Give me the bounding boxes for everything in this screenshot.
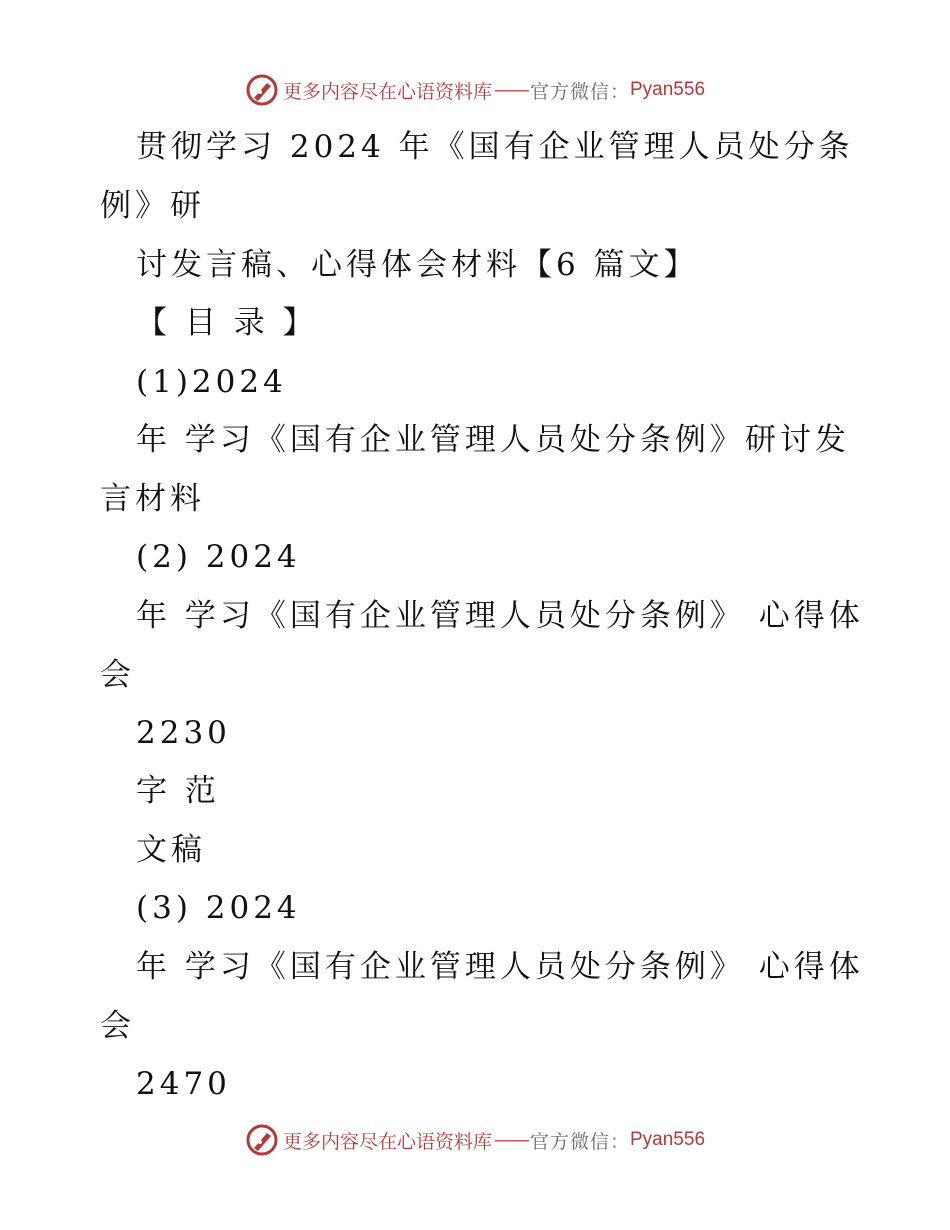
toc-item-3-word-count: 2470 <box>136 1066 231 1102</box>
banner-text: 更多内容尽在心语资料库 <box>282 1130 492 1153</box>
footer-banner <box>0 1120 950 1160</box>
wechat-label: 官方微信： <box>529 1130 630 1153</box>
toc-item-2-number: (2) 2024 <box>136 539 301 575</box>
banner-separator: —— <box>493 1129 528 1151</box>
title-line-2: 例》研 <box>100 188 205 224</box>
toc-item-2-wengao: 文稿 <box>136 832 206 868</box>
pen-logo-icon <box>245 1123 279 1157</box>
toc-item-3-line-1: 年 学习《国有企业管理人员处分条例》 心得体 <box>136 949 864 985</box>
wechat-label: 官方微信： <box>529 80 630 103</box>
toc-item-3-number: (3) 2024 <box>136 890 301 926</box>
toc-item-2-line-1: 年 学习《国有企业管理人员处分条例》 心得体 <box>136 598 864 634</box>
banner-separator: —— <box>493 79 528 101</box>
toc-item-2-line-2: 会 <box>100 657 135 693</box>
toc-heading: 【 目 录 】 <box>136 305 318 341</box>
banner-text: 更多内容尽在心语资料库 <box>282 80 492 103</box>
wechat-id: Pyan556 <box>630 79 706 100</box>
toc-item-2-zi: 字 范 <box>136 773 220 809</box>
toc-item-2-word-count: 2230 <box>136 715 231 751</box>
toc-item-1-line-2: 言材料 <box>100 481 205 517</box>
wechat-id: Pyan556 <box>630 1129 706 1150</box>
title-line-1: 贯彻学习 2024 年《国有企业管理人员处分条 <box>136 129 854 165</box>
toc-item-3-line-2: 会 <box>100 1008 135 1044</box>
title-line-3: 讨发言稿、心得体会材料【6 篇文】 <box>136 247 699 283</box>
toc-item-1-line-1: 年 学习《国有企业管理人员处分条例》研讨发 <box>136 422 850 458</box>
toc-item-1-number: (1)2024 <box>136 364 287 400</box>
